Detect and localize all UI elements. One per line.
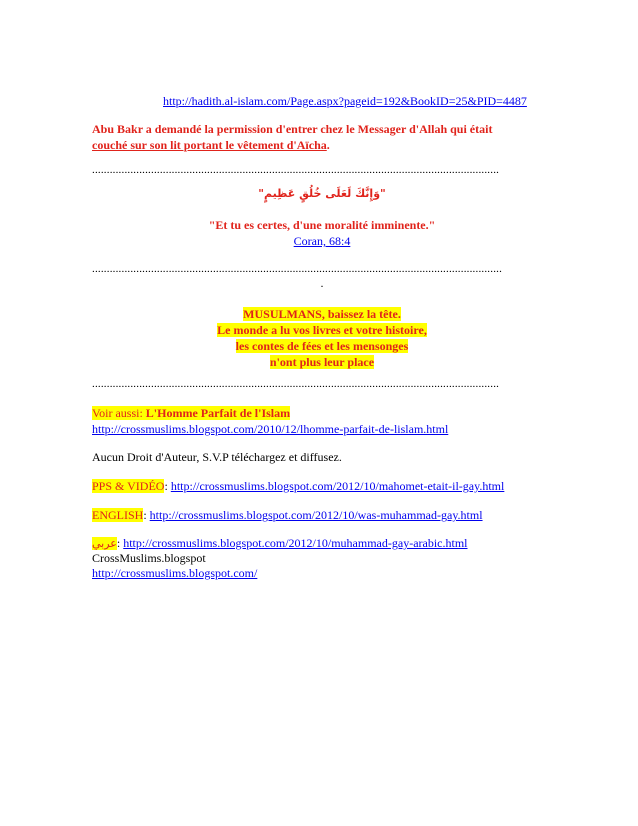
arabic-link-line [92,536,468,551]
arabic-link-sep: : [116,536,124,550]
source-line [163,94,527,109]
headline-text-2: Le monde a lu vos livres et votre histoire, [217,323,427,337]
separator-2: ........................................................................................................................................... [92,263,503,275]
headline-line-3 [92,339,552,354]
pps-sep: : [164,479,171,493]
see-also-link[interactable]: http://crossmuslims.blogspot.com/2010/12/lhomme-parfait-de-lislam.html [92,422,449,436]
english-line [92,508,483,523]
headline-text-1: MUSULMANS, baissez la tête. [243,307,401,321]
headline-text-4: n'ont plus leur place [269,355,375,369]
separator-2-dot: . [320,276,324,290]
headline-line-4 [92,355,552,370]
quote-arabic: "وَإِنَّكَ لَعَلَى خُلُقٍ عَظِيمٍ" [258,187,386,200]
intro-underlined-text: couché sur son lit portant le vêtement d'Aïcha [92,138,327,152]
intro-line-2 [92,138,330,153]
pps-link[interactable]: http://crossmuslims.blogspot.com/2012/10/mahomet-etait-il-gay.html [170,479,505,493]
headline-line-2 [92,323,552,338]
source-link[interactable]: http://hadith.al-islam.com/Page.aspx?pageid=192&BookID=25&PID=4487 [163,94,527,108]
quote-reference-line [92,234,552,249]
headline-text-3: les contes de fées et les mensonges [235,339,409,353]
copyright-text: Aucun Droit d'Auteur, S.V.P téléchargez et diffusez. [92,450,342,464]
quote-reference-link[interactable]: Coran, 68:4 [293,234,351,248]
english-label: ENGLISH [92,508,144,522]
see-also-link-line [92,422,448,437]
see-also-label: Voir aussi: [92,406,146,420]
english-sep: : [143,508,150,522]
intro-line-1: Abu Bakr a demandé la permission d'entrer chez le Messager d'Allah qui était [92,122,493,136]
arabic-link-label: عربي [92,537,117,550]
separator-3: .......................................................................................................................................... [92,378,500,390]
separator-1: .......................................................................................................................................... [92,164,500,176]
pps-label: PPS & VIDÉO [92,479,165,493]
headline-line-1 [92,307,552,322]
see-also-line [92,406,290,421]
english-link[interactable]: http://crossmuslims.blogspot.com/2012/10/was-muhammad-gay.html [149,508,483,522]
arabic-link[interactable]: http://crossmuslims.blogspot.com/2012/10/muhammad-gay-arabic.html [123,536,468,550]
intro-end-period: . [326,138,330,152]
blog-link-line [92,566,257,581]
pps-line [92,479,504,494]
see-also-title: L'Homme Parfait de l'Islam [145,406,291,420]
blog-link[interactable]: http://crossmuslims.blogspot.com/ [92,566,258,580]
quote-french: "Et tu es certes, d'une moralité imminente." [208,218,436,232]
blog-name: CrossMuslims.blogspot [92,551,206,565]
